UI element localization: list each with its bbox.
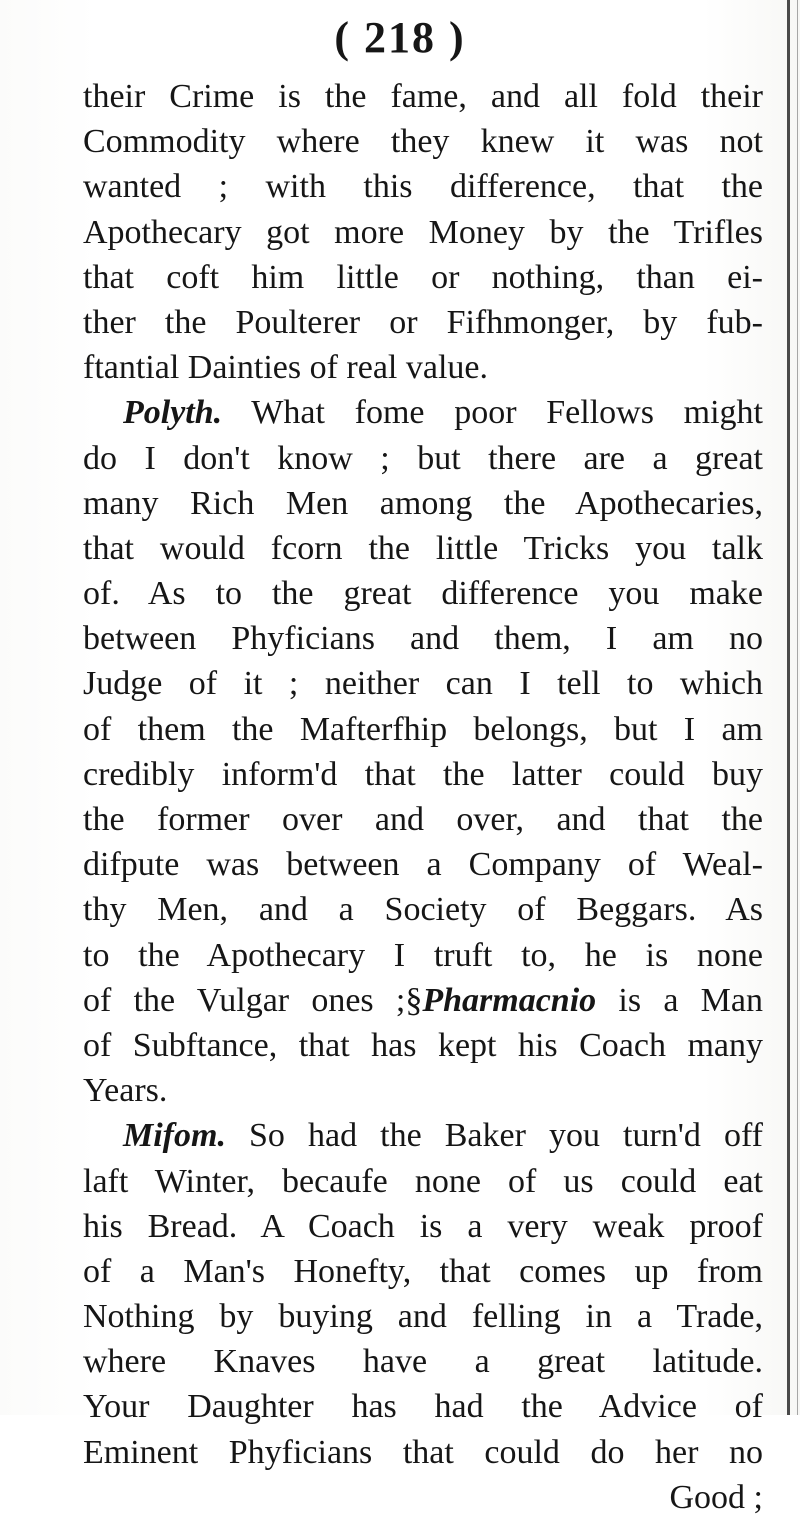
text-line — [83, 1384, 763, 1429]
text-segment: Nothing by buying and felling in a Trade, — [83, 1298, 763, 1336]
text-line — [83, 616, 763, 661]
text-segment: to the Apothecary I truft to, he is none — [83, 936, 763, 974]
text-line — [83, 752, 763, 797]
text-line — [83, 255, 763, 300]
body-text — [83, 74, 763, 1520]
text-line — [83, 978, 763, 1023]
speaker-name: Mifom. — [123, 1117, 226, 1155]
text-line — [83, 842, 763, 887]
text-segment: Your Daughter has had the Advice of — [83, 1388, 763, 1426]
text-line — [83, 1430, 763, 1475]
text-segment: of Subftance, that has kept his Coach many — [83, 1026, 763, 1064]
text-segment: the former over and over, and that the — [83, 801, 763, 838]
page-number: ( 218 ) — [334, 13, 466, 62]
page-edge-line — [797, 0, 798, 1415]
text-segment: Judge of it ; neither can I tell to which — [83, 665, 763, 703]
text-line — [83, 300, 763, 345]
text-segment: that would fcorn the little Tricks you talk — [83, 529, 763, 567]
text-line — [83, 797, 763, 842]
text-segment: where Knaves have a great latitude. — [83, 1343, 763, 1381]
text-line — [83, 1475, 763, 1520]
text-segment: ther the Poulterer or Fifhmonger, by fub- — [83, 303, 763, 341]
text-line — [83, 119, 763, 164]
speaker-name: Polyth. — [123, 394, 223, 432]
text-segment: do I don't know ; but there are a great — [83, 439, 763, 477]
text-segment: Years. — [83, 1072, 168, 1110]
text-line — [83, 1068, 763, 1113]
text-segment: Apothecary got more Money by the Trifles — [83, 213, 763, 251]
text-line — [83, 707, 763, 752]
text-line — [83, 345, 763, 390]
text-segment: of them the Mafterfhip belongs, but I am — [83, 710, 763, 748]
text-segment: is a Man — [596, 981, 763, 1019]
text-segment: wanted ; with this difference, that the — [83, 168, 763, 206]
text-segment: Good ; — [669, 1478, 763, 1516]
text-line — [83, 1204, 763, 1249]
text-segment: of the Vulgar ones ;§ — [83, 981, 423, 1019]
text-line — [83, 1339, 763, 1384]
text-segment: many Rich Men among the Apothecaries, — [83, 484, 763, 522]
text-line — [83, 661, 763, 706]
text-segment: Commodity where they knew it was not — [83, 123, 763, 161]
text-segment: thy Men, and a Society of Beggars. As — [83, 891, 763, 929]
text-line — [83, 436, 763, 481]
text-line — [83, 390, 763, 435]
text-segment: of. As to the great difference you make — [83, 575, 763, 613]
text-line — [83, 210, 763, 255]
page-edge-shadow — [787, 0, 790, 1415]
text-segment: his Bread. A Coach is a very weak proof — [83, 1207, 763, 1245]
text-segment: difpute was between a Company of Weal- — [83, 846, 763, 884]
text-line — [83, 1249, 763, 1294]
text-segment: credibly inform'd that the latter could buy — [83, 755, 763, 793]
text-segment: between Phyficians and them, I am no — [83, 620, 763, 658]
text-line — [83, 481, 763, 526]
character-name: Pharmacnio — [422, 981, 597, 1019]
text-segment: laft Winter, becaufe none of us could eat — [83, 1162, 763, 1200]
text-line — [83, 74, 763, 119]
text-line — [83, 1113, 763, 1158]
text-segment: ftantial Dainties of real value. — [83, 349, 488, 387]
text-segment: What fome poor Fellows might — [222, 394, 763, 432]
text-line — [83, 571, 763, 616]
text-line — [83, 1294, 763, 1339]
text-line — [83, 1023, 763, 1068]
text-segment: of a Man's Honefty, that comes up from — [83, 1252, 763, 1290]
text-line — [83, 887, 763, 932]
text-segment: their Crime is the fame, and all fold their — [83, 78, 763, 115]
text-line — [83, 1159, 763, 1204]
text-line — [83, 933, 763, 978]
text-line — [83, 526, 763, 571]
text-segment: that coft him little or nothing, than ei- — [83, 258, 763, 296]
text-line — [83, 164, 763, 209]
text-segment: So had the Baker you turn'd off — [225, 1117, 763, 1155]
text-segment: Eminent Phyficians that could do her no — [83, 1433, 763, 1471]
